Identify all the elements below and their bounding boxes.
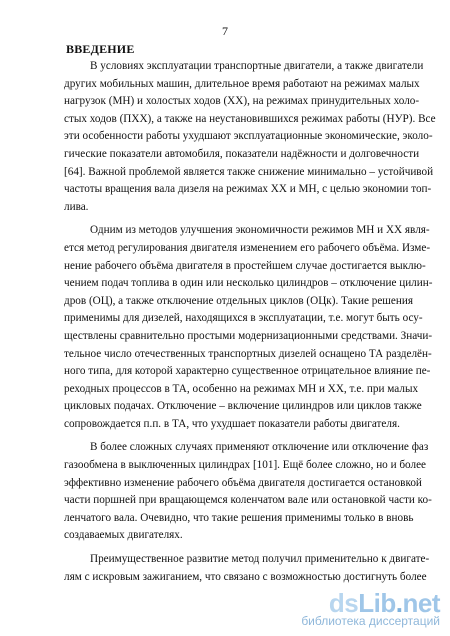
- text-line: В условиях эксплуатации транспортные двигатели, а также двигатели: [90, 60, 424, 72]
- text-line: эффективно изменение рабочего объёма двигателя достигается остановкой: [64, 476, 422, 489]
- text-line: реходных процессов в ТА, особенно на режимах МН и ХХ, т.е. при малых: [64, 382, 419, 395]
- text-line: [64]. Важной проблемой является также снижение минимально – устойчивой: [64, 165, 434, 178]
- text-line: Преимущественное развитие метод получил применительно к двигате-: [90, 553, 430, 566]
- text-line: ется метод регулирования двигателя изменением его рабочего объёма. Изме-: [64, 241, 431, 254]
- watermark-logo: dsLib.net: [328, 588, 440, 618]
- text-line: нагрузок (МН) и холостых ходов (ХХ), на режимах принудительных холо-: [64, 95, 420, 108]
- text-line: нение рабочего объёма двигателя в простейшем случае достигается выклю-: [64, 259, 426, 272]
- paragraph: [64, 222, 433, 433]
- text-line: лям с искровым зажиганием, что связано с возможностью достигнуть более: [64, 570, 427, 583]
- text-line: других мобильных машин, длительное время работают на режимах малых: [64, 77, 420, 90]
- paragraph: [64, 58, 436, 216]
- text-line: применимы для дизелей, находящихся в эксплуатации, т.е. могут быть осу-: [64, 312, 423, 325]
- paragraph: [64, 439, 432, 545]
- text-line: тельное число отечественных транспортных дизелей оснащено ТА разделён-: [64, 347, 432, 360]
- body-text: [64, 58, 436, 592]
- text-line: цикловых подачах. Отключение – включение цилиндров или циклов также: [64, 400, 422, 413]
- section-heading: ВВЕДЕНИЕ: [66, 42, 135, 56]
- text-line: газообмена в выключенных цилиндрах [101]. Ещё более сложно, но и более: [64, 459, 427, 472]
- text-line: ществлены сравнительно простыми модернизационными средствами. Значи-: [64, 329, 433, 342]
- text-line: чением подач топлива в один или несколько цилиндров – отключение цилин-: [64, 277, 433, 290]
- text-line: создаваемых двигателях.: [64, 529, 183, 542]
- text-line: части поршней при вращающемся коленчатом вале или остановкой части ко-: [64, 494, 432, 507]
- text-line: стых ходов (ПХХ), а также на неустановившихся режимах работы (НУР). Все: [64, 112, 436, 125]
- watermark-subtitle: библиотека диссертаций: [301, 614, 440, 628]
- text-line: ленчатого вала. Очевидно, что такие решения применимы только в вновь: [64, 511, 414, 524]
- text-line: ного типа, для которой характерно существенное отрицательное влияние пе-: [64, 365, 431, 378]
- text-line: В более сложных случаях применяют отключение или отключение фаз: [90, 441, 429, 454]
- text-line: гические показатели автомобиля, показатели надёжности и долговечности: [64, 147, 420, 160]
- text-line: частоты вращения вала дизеля на режимах ХХ и МН, с целью экономии топ-: [64, 183, 432, 196]
- text-line: эти особенности работы ухудшают эксплуатационные экономические, эколо-: [64, 130, 433, 143]
- watermark: [301, 590, 440, 628]
- paragraph: [64, 551, 430, 586]
- page-number: 7: [222, 24, 228, 38]
- text-line: сопровождается п.п. в ТА, что ухудшает показатели работы двигателя.: [64, 417, 400, 430]
- text-line: дров (ОЦ), а также отключение отдельных циклов (ОЦк). Такие решения: [64, 294, 414, 307]
- text-line: лива.: [64, 200, 89, 213]
- text-line: Одним из методов улучшения экономичности режимов МН и ХХ явля-: [90, 224, 430, 237]
